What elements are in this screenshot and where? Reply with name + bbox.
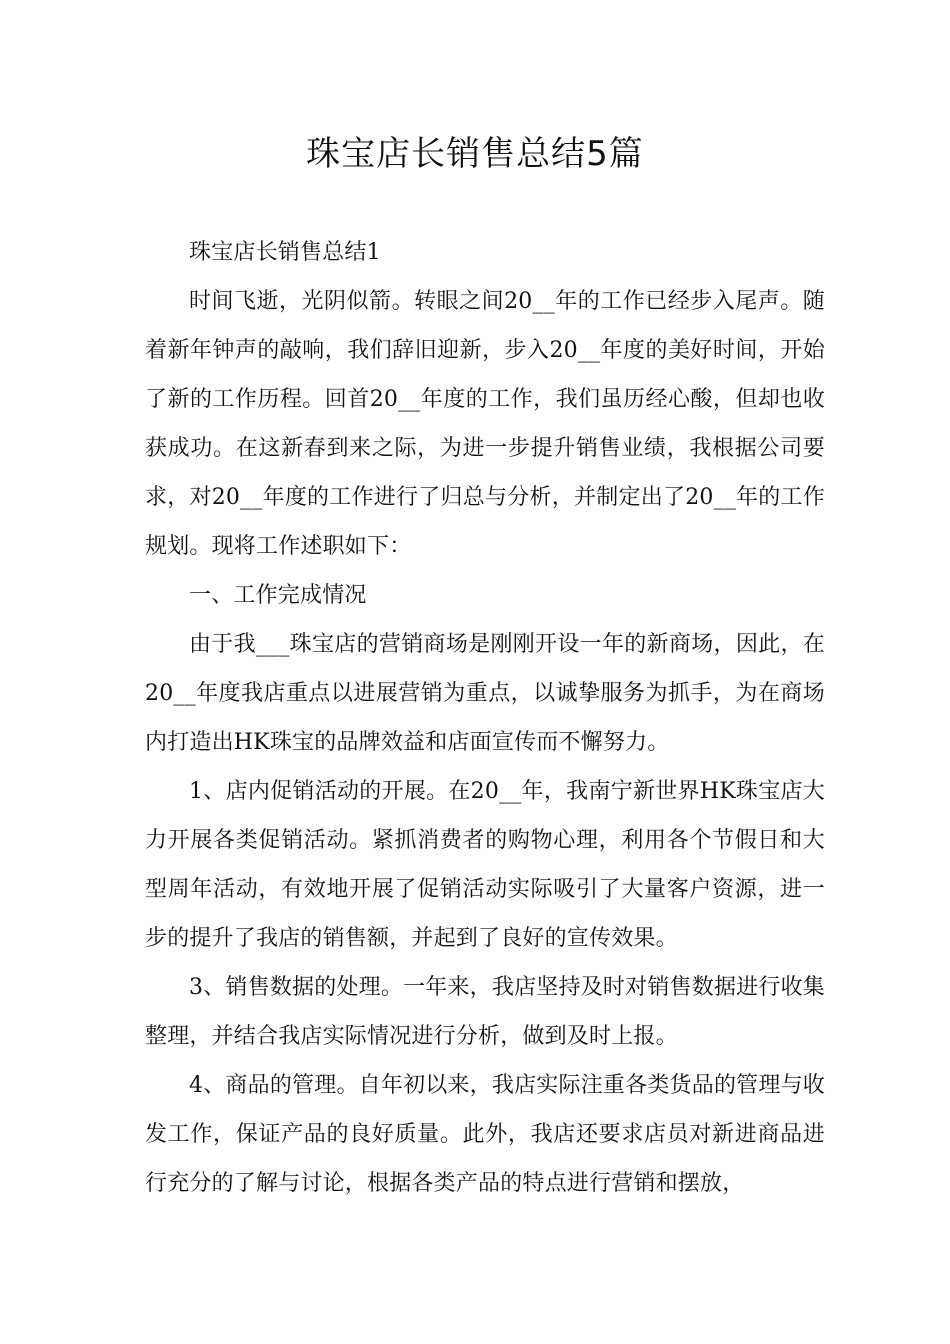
section-heading: 珠宝店长销售总结1 xyxy=(189,240,381,265)
paragraph: 由于我___珠宝店的营销商场是刚刚开设一年的新商场，因此，在20__年度我店重点以进展营销为重点，以诚挚服务为抓手，为在商场内打造出HK珠宝的品牌效益和店面宣传而不懈努力。 xyxy=(145,632,825,755)
paragraph-intro: 时间飞逝，光阴似箭。转眼之间20__年的工作已经步入尾声。随着新年钟声的敲响，我们辞旧迎新，步入20__年度的美好时间，开始了新的工作历程。回首20__年度的工作，我们虽历经心酸，但却也收获成功。在这新春到来之际，为进一步提升销售业绩，我根据公司要求，对20__年度的工作进行了归总与分析，并制定出了20__年的工作规划。现将工作述职如下： xyxy=(145,289,825,559)
document-body xyxy=(145,228,825,1208)
section-heading: 一、工作完成情况 xyxy=(189,583,367,608)
paragraph: 4、商品的管理。自年初以来，我店实际注重各类货品的管理与收发工作，保证产品的良好质量。此外，我店还要求店员对新进商品进行充分的了解与讨论，根据各类产品的特点进行营销和摆放， xyxy=(145,1073,825,1196)
paragraph: 3、销售数据的处理。一年来，我店坚持及时对销售数据进行收集整理，并结合我店实际情况进行分析，做到及时上报。 xyxy=(145,975,825,1049)
paragraph: 1、店内促销活动的开展。在20__年，我南宁新世界HK珠宝店大力开展各类促销活动。紧抓消费者的购物心理，利用各个节假日和大型周年活动，有效地开展了促销活动实际吸引了大量客户资源，进一步的提升了我店的销售额，并起到了良好的宣传效果。 xyxy=(145,779,825,951)
document-title: 珠宝店长销售总结5篇 xyxy=(306,134,644,174)
